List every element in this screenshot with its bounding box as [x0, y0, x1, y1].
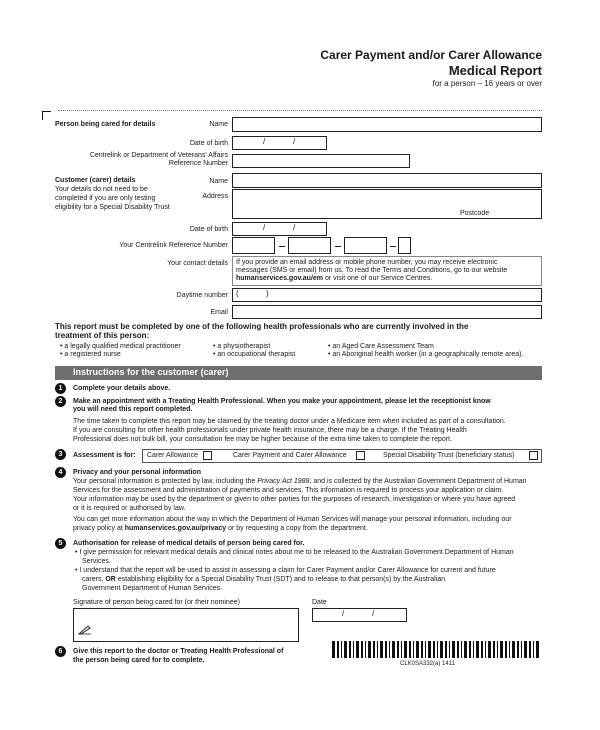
professional-item: • a physiotherapist [213, 343, 271, 350]
privacy-line-4: or it is required or authorised by law. [73, 505, 186, 512]
person-dob-label: Date of birth [189, 140, 228, 147]
privacy-line-3: Your information may be used by the department or given to other parties for the purposes of research, investigation or where you have agreed [73, 496, 516, 503]
carer-contact-label: Your contact details [167, 260, 228, 267]
contact-text-2: messages (SMS or email) from us. To read the Terms and Conditions, go to our website [236, 267, 508, 274]
carer-ref-part-3[interactable] [344, 237, 387, 254]
privacy-link[interactable]: humanservices.gov.au/privacy [124, 525, 227, 532]
person-name-field[interactable] [232, 117, 542, 132]
step-6-line-2: the person being cared for to complete. [73, 657, 205, 664]
email-label: Email [210, 309, 228, 316]
signature-field[interactable] [73, 608, 299, 642]
barcode-icon [332, 641, 544, 658]
authorisation-bullet-1: • I give permission for relevant medical details and clinical notes about me to be released to the Australian Government Department of Human [75, 549, 514, 556]
step-2-bold-1: Make an appointment with a Treating Health Professional. When you make your appointment, please let the receptionist know [73, 398, 491, 405]
option-carer-payment-label: Carer Payment and Carer Allowance [233, 452, 347, 459]
step-2-text-3: Professional does not bulk bill, your consultation fee may be higher because of the extra time taken to complete the report. [73, 436, 452, 443]
carer-ref-part-1[interactable] [232, 237, 275, 254]
corner-mark [42, 111, 51, 120]
step-2-text-1: The time taken to complete this report may be claimed by the treating doctor under a Medicare item when included as part of a consultation. [73, 418, 506, 425]
option-sdt-checkbox[interactable] [529, 451, 538, 460]
carer-note-2: completed if you are only testing [55, 195, 156, 202]
daytime-field[interactable] [232, 288, 542, 302]
form-title-line1: Carer Payment and/or Carer Allowance [320, 48, 542, 62]
step-6-icon: 6 [55, 646, 66, 657]
option-carer-payment-checkbox[interactable] [356, 451, 365, 460]
step-4-icon: 4 [55, 467, 66, 478]
date-separator: / [342, 609, 345, 618]
person-cared-heading: Person being cared for details [55, 121, 156, 128]
form-code: CLK0SA332(a) 1411 [400, 661, 455, 667]
form-subtitle: for a person – 16 years or over [432, 79, 542, 88]
professional-item: • an occupational therapist [213, 351, 296, 358]
date-separator: / [372, 609, 375, 618]
professional-item: • an Aged Care Assessment Team [328, 343, 434, 350]
carer-name-label: Name [209, 178, 228, 185]
instructions-heading: Instructions for the customer (carer) [73, 367, 229, 377]
privacy-line-5: You can get more information about the way in which the Department of Human Services will manage your personal information, including our [73, 516, 512, 523]
authorisation-bullet-2-cont: carers, OR establishing eligibility for a Special Disability Trust (SDT) and to release to that person(s) by the Australian [82, 576, 445, 583]
ref-dash [279, 246, 285, 247]
carer-note-1: Your details do not need to be [55, 186, 148, 193]
step-2-text-2: If you are consulting for other health professionals under private health insurance, there may be a charge. If the Treating Health [73, 427, 467, 434]
privacy-heading: Privacy and your personal information [73, 469, 201, 476]
carer-dob-label: Date of birth [189, 226, 228, 233]
person-ref-label-1: Centrelink or Department of Veterans' Affairs [89, 152, 228, 159]
signature-date-field[interactable] [312, 608, 407, 622]
pen-icon [78, 625, 92, 637]
professional-item: • an Aboriginal health worker (in a geographically remote area). [328, 351, 524, 358]
privacy-line-2: Services for the assessment and administration of payments and services. This information is required to process your application or claim. [73, 487, 504, 494]
professionals-intro-2: treatment of this person: [55, 331, 150, 340]
privacy-line-1: Your personal information is protected by law, including the Privacy Act 1988, and is collected by the Australian Government Department of Human [73, 478, 527, 485]
step-1-icon: 1 [55, 383, 66, 394]
step-2-bold-2: you will need this report completed. [73, 406, 193, 413]
option-carer-allowance-checkbox[interactable] [203, 451, 212, 460]
daytime-label: Daytime number [176, 292, 228, 299]
signature-label: Signature of person being cared for (or their nominee) [73, 599, 240, 606]
privacy-line-6: privacy policy at humanservices.gov.au/privacy or by requesting a copy from the department. [73, 525, 368, 532]
carer-ref-part-4[interactable] [398, 237, 411, 254]
step-3-icon: 3 [55, 449, 66, 460]
carer-postcode-label: Postcode [460, 210, 490, 217]
contact-text-1: If you provide an email address or mobile phone number, you may receive electronic [236, 259, 498, 266]
step-5-icon: 5 [55, 538, 66, 549]
carer-ref-part-2[interactable] [288, 237, 331, 254]
area-code-open: ( [236, 289, 239, 298]
option-sdt-label: Special Disability Trust (beneficiary status) [383, 452, 515, 459]
person-ref-field[interactable] [232, 154, 410, 168]
carer-dob-field[interactable] [232, 222, 327, 236]
professional-item: • a registered nurse [60, 351, 121, 358]
carer-address-label: Address [202, 193, 228, 200]
carer-name-field[interactable] [232, 173, 542, 188]
carer-note-3: eligibility for a Special Disability Trust [55, 204, 170, 211]
date-separator: / [293, 137, 296, 146]
authorisation-bullet-1-cont: Services. [82, 558, 111, 565]
email-field[interactable] [232, 305, 542, 319]
date-separator: / [263, 137, 266, 146]
contact-website[interactable]: humanservices.gov.au/em [236, 275, 324, 282]
person-dob-field[interactable] [232, 136, 327, 150]
date-label: Date [312, 599, 327, 606]
ref-dash [335, 246, 341, 247]
ref-dash [390, 246, 396, 247]
step-2-icon: 2 [55, 396, 66, 407]
step-1-text: Complete your details above. [73, 385, 171, 392]
contact-text-3: humanservices.gov.au/em or visit one of our Service Centres. [236, 275, 433, 282]
option-carer-allowance-label: Carer Allowance [147, 452, 198, 459]
professionals-intro-1: This report must be completed by one of the following health professionals who are currently involved in the [55, 322, 469, 331]
form-title-line2: Medical Report [448, 63, 542, 78]
step-6-line-1: Give this report to the doctor or Treating Health Professional of [73, 648, 284, 655]
assessment-label: Assessment is for: [73, 452, 136, 459]
divider [58, 110, 542, 111]
area-code-close: ) [266, 289, 269, 298]
person-name-label: Name [209, 121, 228, 128]
authorisation-bullet-2: • I understand that the report will be used to assist in assessing a claim for Carer Payment and/or Carer Allowance for current and future [75, 567, 496, 574]
date-separator: / [293, 223, 296, 232]
person-ref-label-2: Reference Number [168, 160, 228, 167]
date-separator: / [263, 223, 266, 232]
carer-address-field[interactable] [232, 189, 542, 219]
authorisation-heading: Authorisation for release of medical details of person being cared for. [73, 540, 305, 547]
carer-heading: Customer (carer) details [55, 177, 136, 184]
professional-item: • a legally qualified medical practitioner [60, 343, 181, 350]
authorisation-bullet-2-cont2: Government Department of Human Services. [82, 585, 223, 592]
carer-ref-label: Your Centrelink Reference Number [119, 242, 228, 249]
